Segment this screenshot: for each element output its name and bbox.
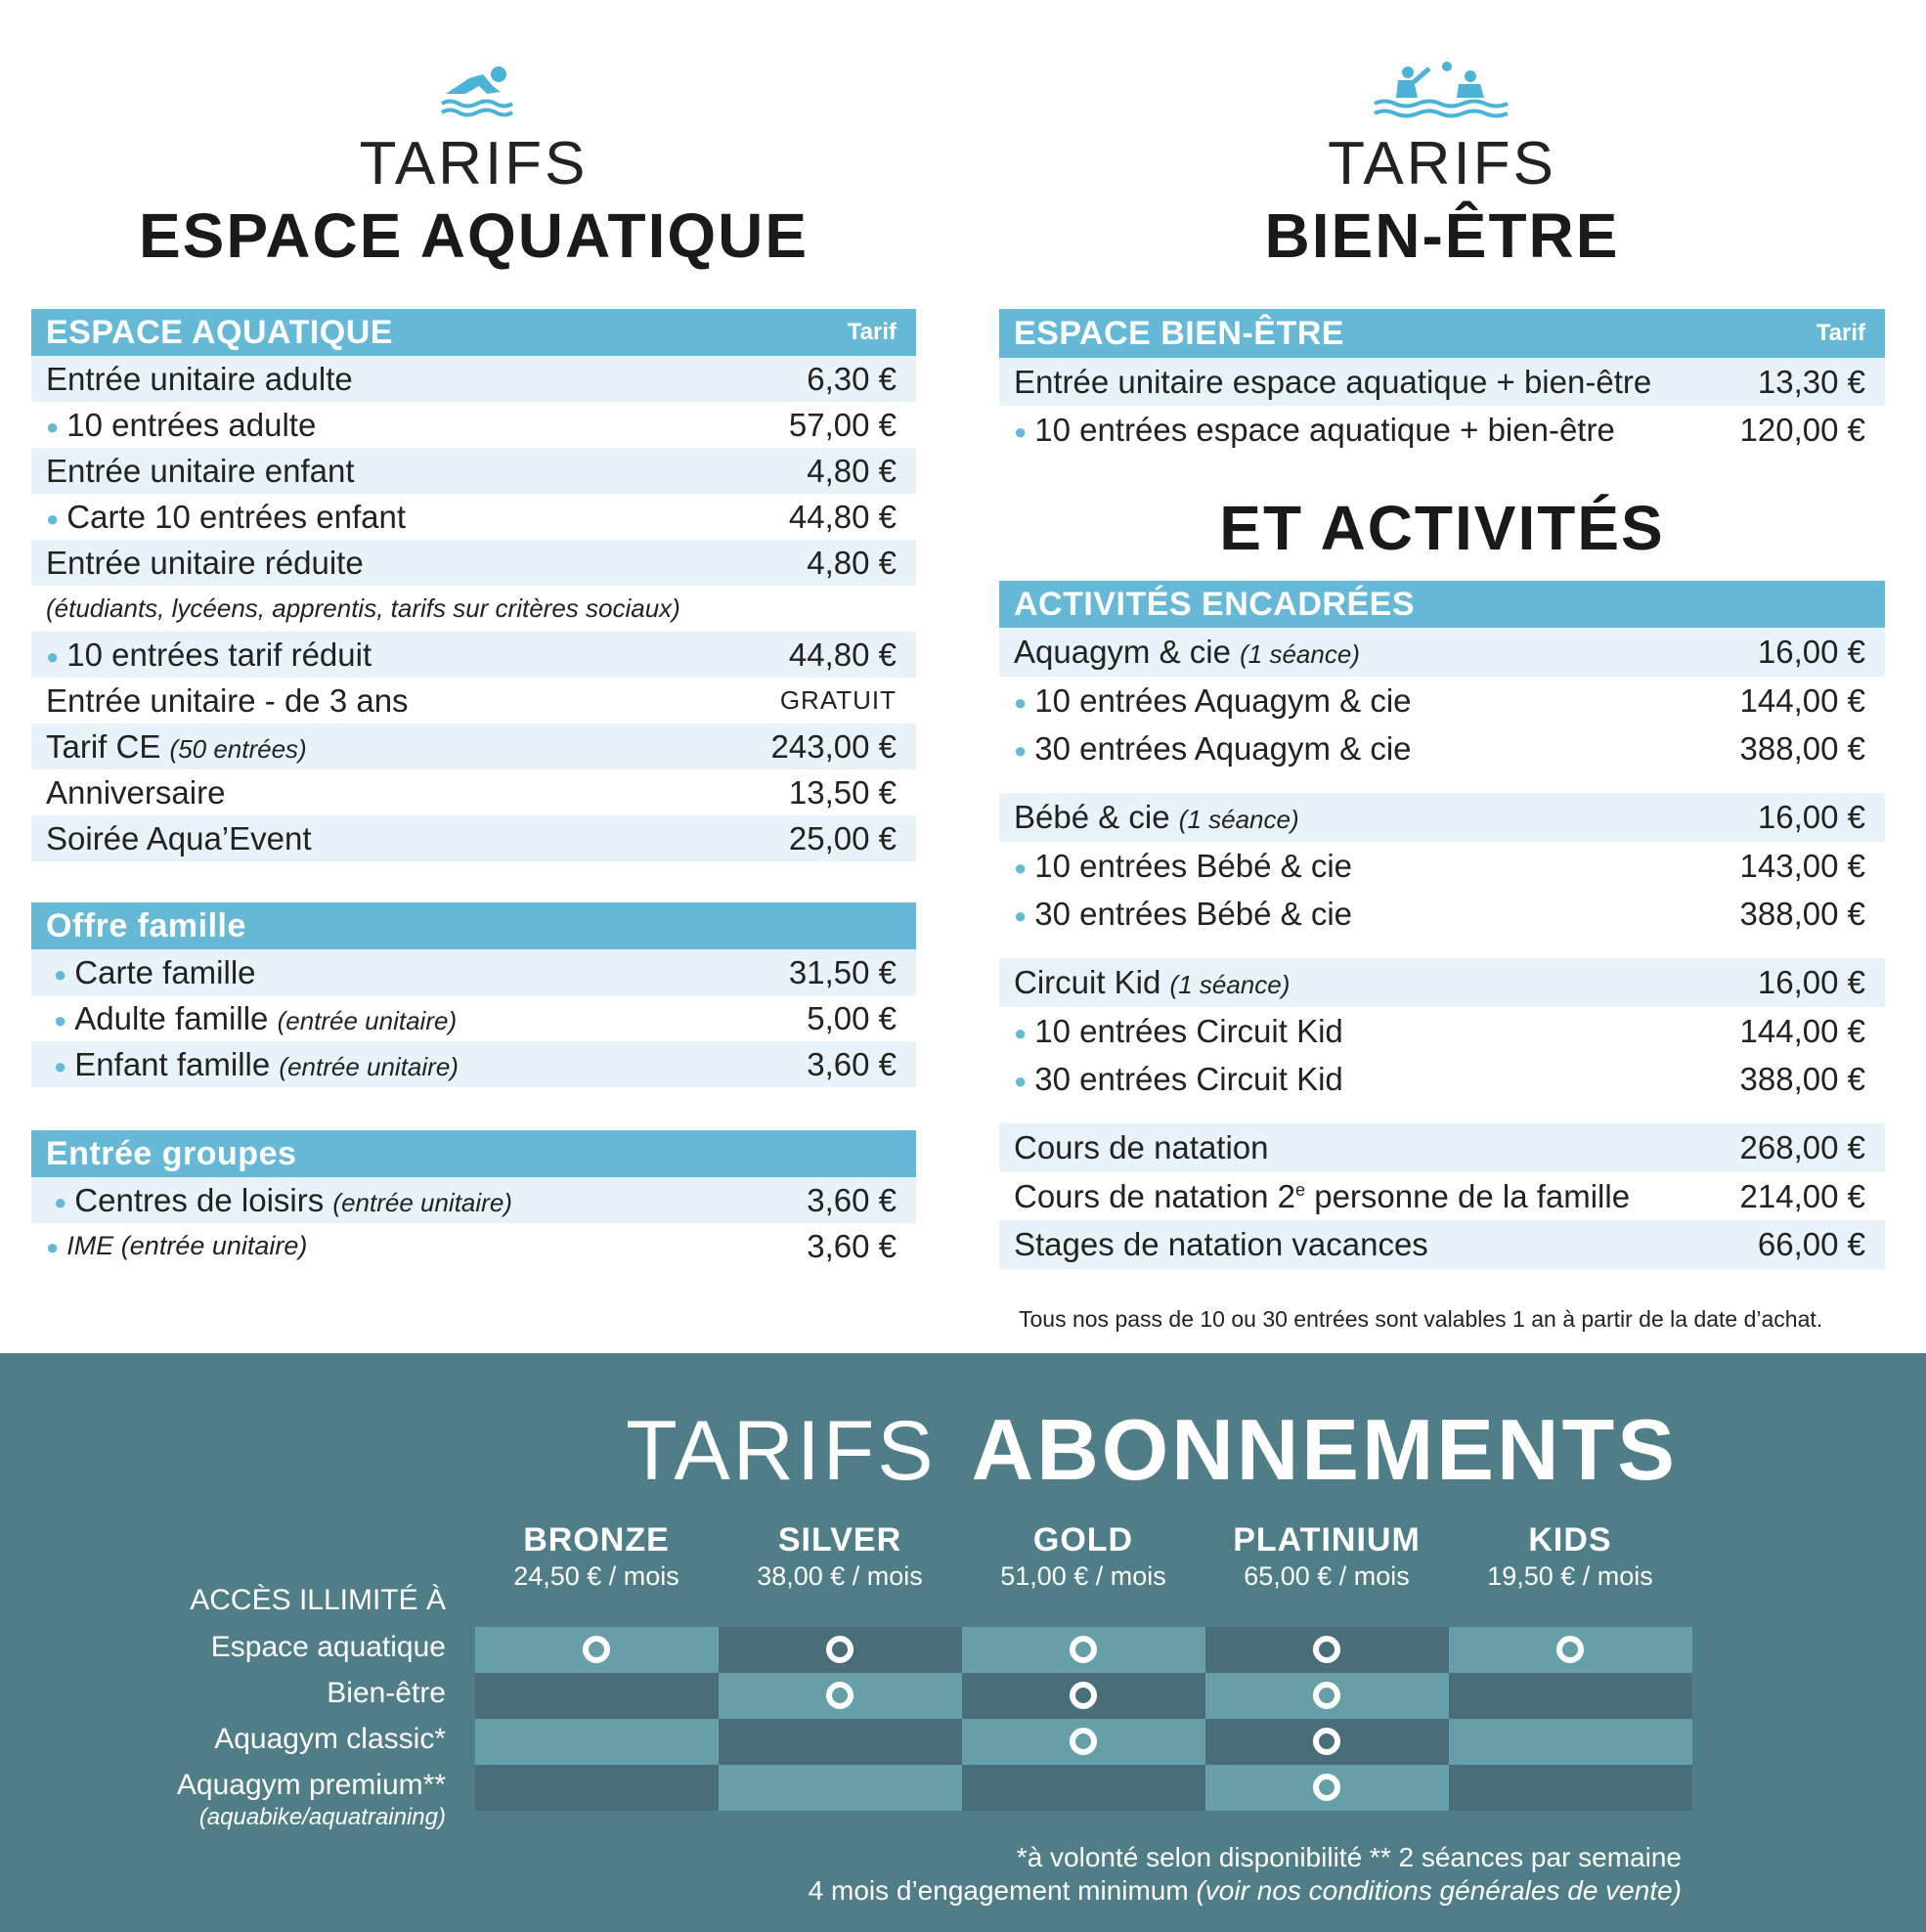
grid-cell [719,1627,962,1673]
plan-silver [719,1521,961,1592]
row-price: 5,00 € [807,999,897,1036]
included-mark-icon [826,1636,854,1663]
bullet-icon: ● [46,643,60,669]
table-header-title: ESPACE AQUATIQUE [46,313,393,351]
row-price: 16,00 € [1757,799,1865,835]
included-mark-icon [1313,1682,1340,1709]
family-offer-table [31,902,916,1087]
row-price: 243,00 € [770,727,897,765]
row-label: 10 entrées espace aquatique + bien-être [1034,411,1615,448]
subscriptions-title-light: TARIFS [626,1404,937,1498]
table-row [999,1172,1885,1220]
subscriptions-title-bold: ABONNEMENTS [971,1401,1678,1498]
feature-sublabel: (aquabike/aquatraining) [198,1804,446,1830]
row-price: 143,00 € [1739,847,1865,884]
row-label: Tarif CE [46,727,161,765]
table-row [999,1123,1885,1172]
row-label: Cours de natation [1014,1129,1269,1165]
table-row [999,358,1885,406]
row-label-note: (1 séance) [1240,639,1360,669]
included-mark-icon [1070,1682,1097,1709]
bullet-icon: ● [54,961,67,987]
table-row [31,1223,916,1269]
aquatic-title-bold: ESPACE AQUATIQUE [138,200,810,271]
row-label: Aquagym & cie [1014,634,1231,670]
included-mark-icon [1313,1774,1340,1801]
row-price: 120,00 € [1739,411,1865,448]
table-header-tarif: Tarif [847,319,897,345]
row-label: Adulte famille [74,999,269,1036]
grid-cell [962,1673,1205,1719]
grid-cell [719,1673,962,1719]
grid-cell [1449,1627,1692,1673]
row-label: Entrée unitaire espace aquatique + bien-être [1014,363,1652,400]
validity-footnote: Tous nos pass de 10 ou 30 entrées sont valables 1 an à partir de la date d’achat. [1019,1306,1823,1332]
plan-bronze [475,1521,718,1592]
table-header [31,902,916,949]
table-row [31,540,916,586]
table-row [999,1007,1885,1055]
row-price: 44,80 € [788,498,897,535]
row-price: 16,00 € [1757,634,1865,670]
row-price: 388,00 € [1739,895,1865,932]
included-mark-icon [1070,1728,1097,1755]
bullet-icon: ● [1014,1068,1028,1093]
grid-cell [475,1627,719,1673]
swimmer-icon [440,61,514,117]
row-price: 16,00 € [1757,964,1865,1000]
note-italic: (voir nos conditions générales de vente) [1196,1875,1682,1906]
row-price: 388,00 € [1739,729,1865,767]
bullet-icon: ● [1014,737,1028,763]
plan-gold [962,1521,1204,1592]
table-row [31,1177,916,1223]
row-label-note: (entrée unitaire) [332,1187,512,1217]
grid-cell [475,1765,719,1811]
bullet-icon: ● [1014,418,1028,444]
subscriptions-note-2 [809,1875,1682,1907]
plan-price: 51,00 € / mois [1000,1561,1166,1591]
table-row [999,724,1885,772]
row-label: Bébé & cie [1014,799,1170,835]
wellness-price-table [999,309,1885,454]
bullet-icon: ● [46,505,60,531]
table-header [31,1130,916,1177]
row-label-note: (1 séance) [1178,805,1299,834]
plan-name: GOLD [1032,1521,1134,1559]
row-label-rest: personne de la famille [1305,1177,1631,1214]
grid-cell [1205,1719,1449,1765]
row-price: 44,80 € [788,636,897,673]
row-label-note: (entrée unitaire) [277,1005,458,1035]
table-header-tarif: Tarif [1816,320,1865,346]
feature-label: Aquagym premium** [176,1769,446,1801]
bullet-icon: ● [46,1234,60,1259]
row-price: GRATUIT [779,685,897,715]
table-header [999,581,1885,628]
table-row [999,677,1885,724]
table-row [999,842,1885,890]
activities-title: ET ACTIVITÉS [1219,493,1665,563]
plan-platinium [1205,1521,1448,1592]
aquatic-title-light: TARIFS [359,130,589,198]
plan-price: 24,50 € / mois [513,1561,679,1591]
feature-label: Aquagym classic* [214,1723,446,1755]
table-row-note [31,586,916,632]
activities-table [999,581,1885,1269]
plan-price: 65,00 € / mois [1244,1561,1410,1591]
note-text: 4 mois d’engagement minimum [808,1875,1189,1906]
bullet-icon: ● [54,1189,67,1214]
row-label: Cours de natation 2 [1014,1177,1296,1214]
plan-price: 38,00 € / mois [757,1561,923,1591]
bullet-icon: ● [46,414,60,439]
row-label: 10 entrées Aquagym & cie [1034,681,1412,719]
row-price: 388,00 € [1739,1060,1865,1097]
subscriptions-title [0,1400,1678,1500]
aquatic-price-table [31,309,916,861]
table-row [999,793,1885,842]
row-note: (étudiants, lycéens, apprentis, tarifs sur critères sociaux) [46,593,680,623]
table-header [999,309,1885,358]
grid-cell [719,1719,962,1765]
plan-name: BRONZE [523,1521,670,1559]
bullet-icon: ● [1014,689,1028,715]
bullet-icon: ● [54,1007,67,1032]
subscriptions-section [0,1353,1926,1932]
row-label: Carte 10 entrées enfant [66,498,407,535]
row-price: 31,50 € [788,953,897,990]
row-price: 3,60 € [807,1227,897,1264]
access-title: ACCÈS ILLIMITÉ À [190,1584,446,1616]
plan-name: SILVER [777,1521,902,1559]
grid-cell [475,1719,719,1765]
table-row [31,995,916,1041]
table-row [999,890,1885,938]
wellness-title-light: TARIFS [1328,130,1556,198]
row-price: 3,60 € [807,1181,897,1218]
row-price: 4,80 € [807,544,897,581]
bullet-icon: ● [54,1053,67,1078]
table-row [31,448,916,494]
row-label: Entrée unitaire réduite [46,544,364,581]
table-row [31,356,916,402]
included-mark-icon [1313,1728,1340,1755]
grid-cell [475,1673,719,1719]
wellness-title-bold: BIEN-ÊTRE [1264,200,1620,271]
row-price: 66,00 € [1757,1226,1865,1262]
groups-table [31,1130,916,1269]
table-row [999,406,1885,454]
bullet-icon: ● [1014,902,1028,928]
row-price: 268,00 € [1739,1129,1865,1165]
row-label-note: (50 entrées) [169,733,307,764]
grid-cell [962,1719,1205,1765]
water-play-icon [1373,59,1510,123]
row-price: 144,00 € [1739,681,1865,719]
table-header [31,309,916,356]
plan-name: PLATINIUM [1233,1521,1421,1559]
row-price: 4,80 € [807,452,897,489]
included-mark-icon [1556,1636,1584,1663]
plan-price: 19,50 € / mois [1487,1561,1653,1591]
row-label: Entrée unitaire enfant [46,452,355,489]
grid-cell [1205,1673,1449,1719]
grid-cell [1449,1765,1692,1811]
row-label: Circuit Kid [1014,964,1161,1000]
table-row [31,632,916,678]
grid-cell [962,1627,1205,1673]
row-label-note: (1 séance) [1169,970,1291,999]
bullet-icon: ● [1014,855,1028,880]
row-label: 30 entrées Aquagym & cie [1034,729,1412,767]
row-price: 57,00 € [788,406,897,443]
grid-cell [962,1765,1205,1811]
table-row [31,815,916,861]
row-label: Centres de loisirs [74,1181,325,1218]
table-row [31,678,916,724]
table-row [31,769,916,815]
row-label: Carte famille [74,953,256,990]
table-row [31,1041,916,1087]
plan-kids [1449,1521,1691,1592]
row-label: 30 entrées Bébé & cie [1034,895,1353,932]
grid-cell [1449,1673,1692,1719]
row-label: Entrée unitaire - de 3 ans [46,681,409,719]
feature-label: Bien-être [327,1677,446,1709]
row-label-sup: e [1295,1179,1306,1200]
row-label-note: (entrée unitaire) [279,1051,459,1081]
grid-cell [1449,1719,1692,1765]
table-row [31,724,916,769]
row-price: 144,00 € [1739,1012,1865,1049]
table-row [999,628,1885,677]
table-row [999,1220,1885,1269]
row-label: Stages de natation vacances [1014,1226,1428,1262]
row-price: 13,50 € [788,773,897,811]
grid-cell [1205,1627,1449,1673]
row-price: 6,30 € [807,360,897,397]
included-mark-icon [1070,1636,1097,1663]
plan-name: KIDS [1528,1521,1612,1559]
subscriptions-note: *à volonté selon disponibilité ** 2 séances par semaine [1016,1842,1682,1872]
included-mark-icon [1313,1636,1340,1663]
bullet-icon: ● [1014,1020,1028,1045]
table-header-title: ESPACE BIEN-ÊTRE [1014,314,1344,352]
table-header-title: ACTIVITÉS ENCADRÉES [1014,585,1415,623]
row-price: 13,30 € [1757,363,1865,400]
row-price: 25,00 € [788,819,897,856]
row-label: 10 entrées tarif réduit [66,636,372,673]
row-label: Entrée unitaire adulte [46,360,353,397]
table-header-title: Offre famille [46,906,246,944]
table-row [31,494,916,540]
row-price: 3,60 € [807,1045,897,1082]
row-price: 214,00 € [1739,1177,1865,1214]
row-label: 10 entrées adulte [66,406,317,443]
table-row [31,402,916,448]
row-label: IME (entrée unitaire) [66,1231,308,1260]
row-label: 30 entrées Circuit Kid [1034,1060,1343,1097]
row-label: Anniversaire [46,773,226,811]
row-label: Soirée Aqua’Event [46,819,312,856]
table-row [999,958,1885,1007]
table-row [999,1055,1885,1103]
grid-cell [719,1765,962,1811]
row-label: 10 entrées Circuit Kid [1034,1012,1343,1049]
table-row [31,949,916,995]
included-mark-icon [826,1682,854,1709]
row-label: Enfant famille [74,1045,271,1082]
grid-cell [1205,1765,1449,1811]
feature-label: Espace aquatique [210,1631,446,1663]
table-header-title: Entrée groupes [46,1134,297,1172]
included-mark-icon [583,1636,610,1663]
row-label: 10 entrées Bébé & cie [1034,847,1353,884]
